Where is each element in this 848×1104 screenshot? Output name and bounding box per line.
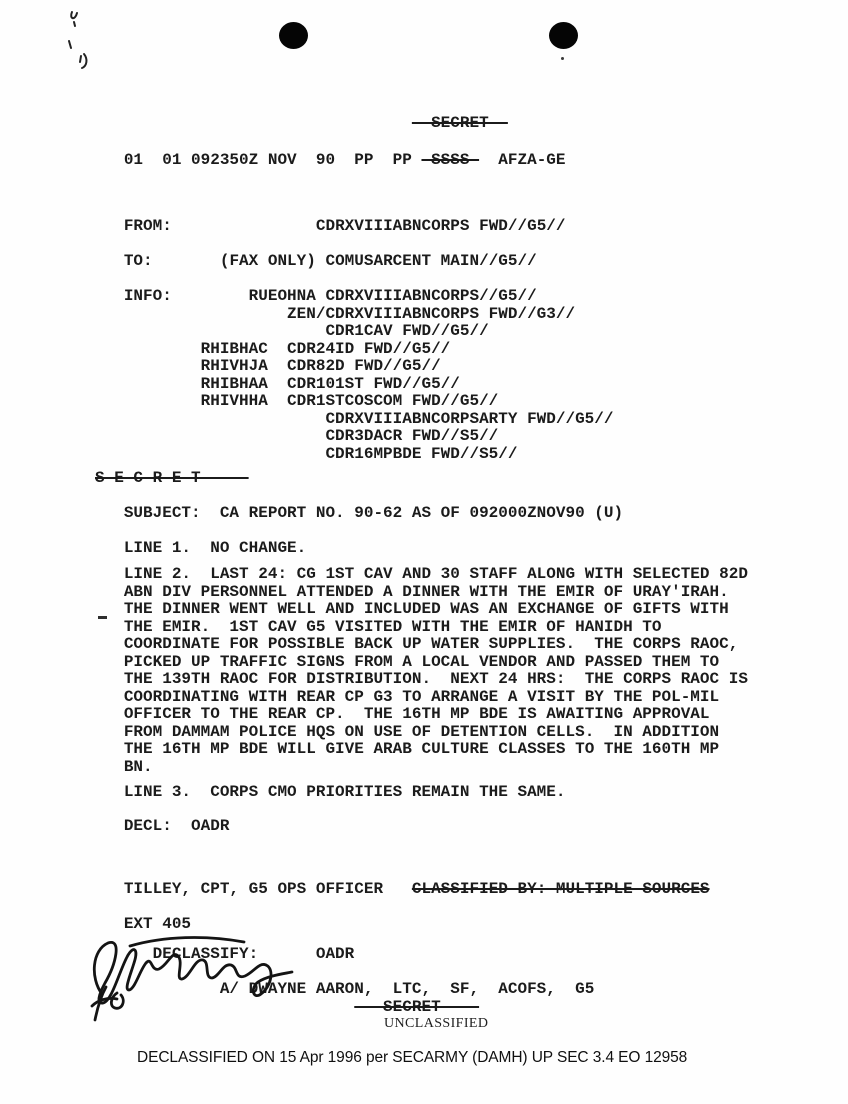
struck-text-segment: SECRET <box>411 114 508 132</box>
text-segment: ABN DIV PERSONNEL ATTENDED A DINNER WITH THE EMIR OF URAY'IRAH. <box>123 582 729 601</box>
text-line <box>95 636 748 654</box>
text-line <box>95 428 613 446</box>
decl-line <box>95 818 229 836</box>
line-3 <box>95 784 565 802</box>
text-line <box>95 288 613 306</box>
text-line <box>95 505 623 523</box>
text-segment: THE 139TH RAOC FOR DISTRIBUTION. NEXT 24 HRS: THE CORPS RAOC IS <box>123 670 748 688</box>
line-1 <box>95 540 306 558</box>
text-segment: CDRXVIIIABNCORPS FWD//G5// <box>315 217 566 235</box>
text-segment: PICKED UP TRAFFIC SIGNS FROM A LOCAL VENDOR AND PASSED THEM TO <box>123 652 720 671</box>
text-segment: COORDINATE FOR POSSIBLE BACK UP WATER SUPPLIES. THE CORPS RAOC, <box>123 635 739 653</box>
text-line <box>95 724 748 742</box>
text-segment: CDRXVIIIABNCORPSARTY FWD//G5// <box>325 409 614 428</box>
punch-hole-left-icon <box>279 22 308 49</box>
text-line <box>95 341 613 359</box>
struck-text-segment: SSSS <box>421 151 480 169</box>
text-line <box>95 881 710 899</box>
text-line <box>95 271 613 289</box>
text-line <box>95 759 748 777</box>
handwritten-signature <box>86 930 326 1025</box>
text-line <box>95 601 748 619</box>
address-block <box>95 218 613 463</box>
text-segment: DECL: OADR <box>123 817 230 835</box>
text-line <box>95 706 748 724</box>
text-line <box>95 584 748 602</box>
text-line <box>95 818 229 836</box>
text-segment: LINE 1. NO CHANGE. <box>123 539 307 557</box>
text-segment: CDR3DACR FWD//S5// <box>325 427 499 445</box>
text-segment: TILLEY, CPT, G5 OPS OFFICER <box>123 880 384 898</box>
line-2-paragraph <box>95 566 748 776</box>
text-segment: FROM: <box>123 217 172 235</box>
pen-marks <box>60 4 100 70</box>
text-line <box>95 323 613 341</box>
text-line <box>95 671 748 689</box>
text-line <box>95 619 748 637</box>
text-segment: FROM DAMMAM POLICE HQS ON USE OF DETENTION CELLS. IN ADDITION <box>123 722 720 741</box>
text-segment: CDR16MPBDE FWD//S5// <box>325 444 518 463</box>
text-segment: EXT 405 <box>123 915 192 933</box>
text-segment: INFO: <box>123 287 172 305</box>
text-segment: AFZA-GE <box>498 151 566 169</box>
text-segment: A/ DWAYNE AARON, LTC, SF, ACOFS, G5 <box>219 980 595 998</box>
text-line <box>95 654 748 672</box>
text-line <box>95 152 566 170</box>
text-line <box>95 306 613 324</box>
text-segment: SUBJECT: CA REPORT NO. 90-62 AS OF 092000ZNOV90 (U) <box>123 504 624 522</box>
text-segment: ZEN/CDRXVIIIABNCORPS FWD//G3// <box>287 304 576 323</box>
text-segment: TO: <box>123 252 153 270</box>
subject-line <box>95 505 623 523</box>
text-line <box>95 411 613 429</box>
text-line <box>95 253 613 271</box>
punch-hole-right-icon <box>549 22 578 49</box>
struck-text-segment: CLASSIFIED BY: MULTIPLE SOURCES <box>411 880 710 898</box>
text-line <box>95 358 613 376</box>
text-segment: LINE 2. LAST 24: CG 1ST CAV AND 30 STAFF ALONG WITH SELECTED 82D <box>123 565 748 583</box>
declassified-note: DECLASSIFIED ON 15 Apr 1996 per SECARMY (DAMH) UP SEC 3.4 EO 12958 <box>137 1049 688 1066</box>
text-line <box>95 446 613 464</box>
text-line <box>95 784 565 802</box>
text-line <box>95 376 613 394</box>
text-segment: THE EMIR. 1ST CAV G5 VISITED WITH THE EMIR OF HANIDH TO <box>123 617 662 636</box>
text-line <box>95 393 613 411</box>
text-segment: CDR1CAV FWD//G5// <box>325 322 489 340</box>
text-line <box>95 741 748 759</box>
unclassified-stamp: UNCLASSIFIED <box>384 1016 489 1031</box>
text-line <box>95 689 748 707</box>
text-segment: THE DINNER WENT WELL AND INCLUDED WAS AN EXCHANGE OF GIFTS WITH <box>123 600 729 618</box>
text-line <box>95 566 748 584</box>
stray-dot-mark <box>561 57 564 60</box>
text-line <box>95 115 508 133</box>
text-segment: DECLASSIFY: <box>152 945 259 963</box>
text-segment: OFFICER TO THE REAR CP. THE 16TH MP BDE IS AWAITING APPROVAL <box>123 705 710 723</box>
text-segment: RHIVHJA CDR82D FWD//G5// <box>200 357 441 375</box>
classification-strike <box>95 470 249 488</box>
text-segment: OADR <box>315 945 355 963</box>
struck-text-segment: SECRET <box>354 997 480 1016</box>
text-segment: RHIBHAA CDR101ST FWD//G5// <box>200 374 460 393</box>
message-header-line <box>95 152 566 170</box>
text-segment: THE 16TH MP BDE WILL GIVE ARAB CULTURE CLASSES TO THE 160TH MP <box>123 740 720 758</box>
text-segment: RHIVHHA CDR1STCOSCOM FWD//G5// <box>200 392 499 410</box>
text-segment: COORDINATING WITH REAR CP G3 TO ARRANGE A VISIT BY THE POL-MIL <box>123 687 720 706</box>
drafter-line <box>95 881 710 899</box>
text-line <box>95 218 613 236</box>
text-segment: (FAX ONLY) COMUSARCENT MAIN//G5// <box>219 252 537 270</box>
text-segment: BN. <box>123 757 153 776</box>
margin-dash-mark <box>98 616 107 619</box>
text-segment: 01 01 092350Z NOV 90 PP PP <box>123 151 412 169</box>
text-line <box>95 540 306 558</box>
text-segment: RUEOHNA CDRXVIIIABNCORPS//G5// <box>248 287 537 305</box>
struck-text-segment: S E C R E T <box>95 469 249 487</box>
text-line <box>95 236 613 254</box>
text-segment: LINE 3. CORPS CMO PRIORITIES REMAIN THE SAME. <box>123 783 566 801</box>
classification-top <box>95 115 508 133</box>
text-line <box>95 470 249 488</box>
text-segment: RHIBHAC CDR24ID FWD//G5// <box>200 339 451 358</box>
